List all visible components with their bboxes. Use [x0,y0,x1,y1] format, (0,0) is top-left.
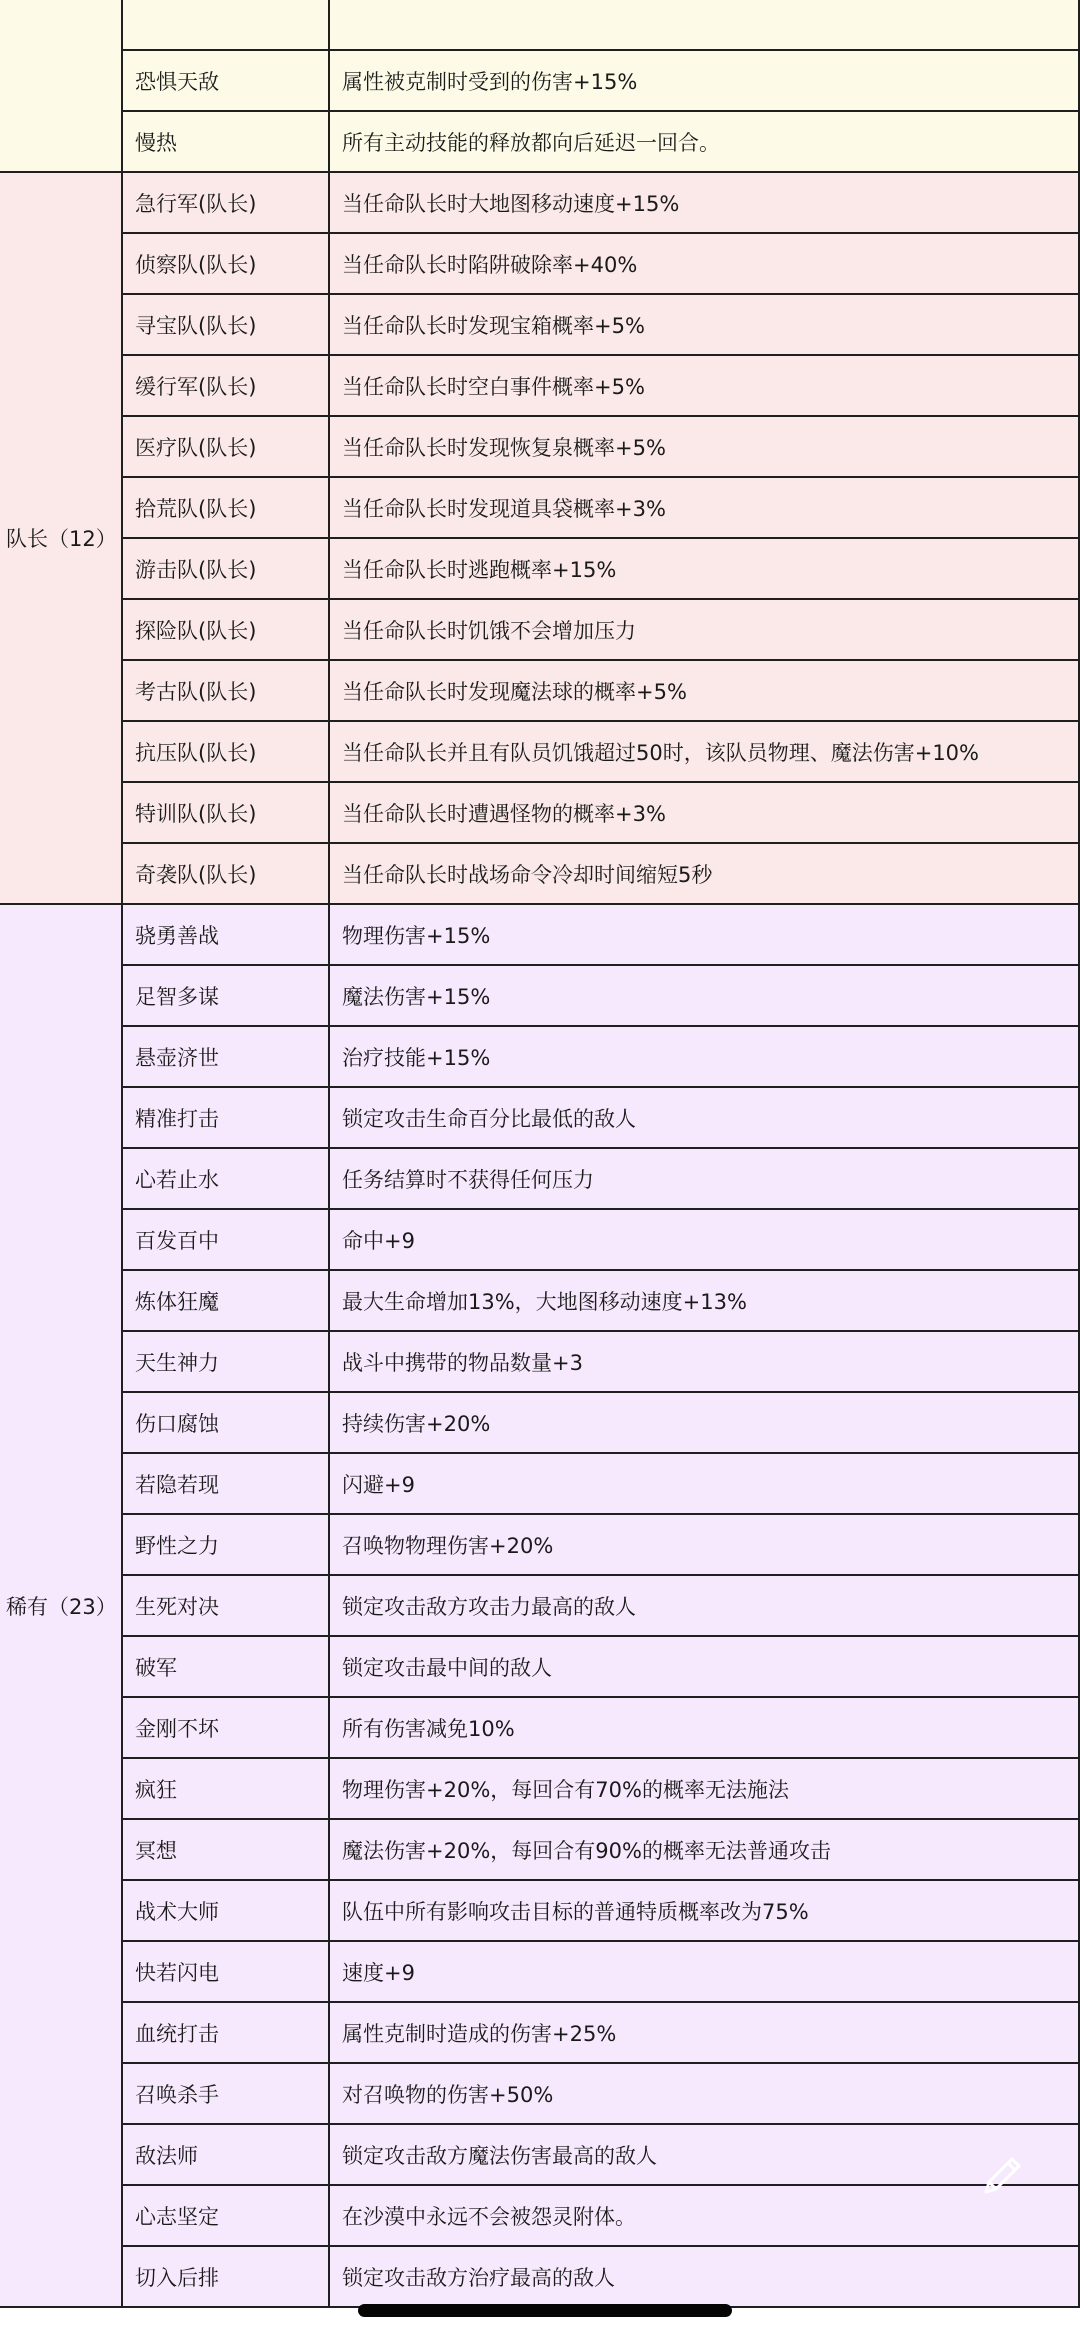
table-row [0,233,1079,294]
trait-description: 当任命队长时战场命令冷却时间缩短5秒 [329,843,1079,904]
trait-name: 血统打击 [122,2002,329,2063]
trait-name: 破军 [122,1636,329,1697]
trait-description: 锁定攻击敌方治疗最高的敌人 [329,2246,1079,2307]
trait-description: 最大生命增加13%，大地图移动速度+13% [329,1270,1079,1331]
trait-name: 野性之力 [122,1514,329,1575]
table-row [0,1941,1079,2002]
trait-description: 命中+9 [329,1209,1079,1270]
trait-description: 当任命队长时空白事件概率+5% [329,355,1079,416]
table-row [0,2185,1079,2246]
trait-description: 在沙漠中永远不会被怨灵附体。 [329,2185,1079,2246]
trait-description: 锁定攻击敌方魔法伤害最高的敌人 [329,2124,1079,2185]
table-row [0,1575,1079,1636]
trait-description: 治疗技能+15% [329,1026,1079,1087]
category-cell: 稀有（23） [0,904,122,2307]
table-row [0,172,1079,233]
table-row [0,294,1079,355]
trait-name: 炼体狂魔 [122,1270,329,1331]
trait-description: 持续伤害+20% [329,1392,1079,1453]
table-row [0,1636,1079,1697]
trait-description: 当任命队长时大地图移动速度+15% [329,172,1079,233]
trait-description [329,0,1079,50]
table-row [0,416,1079,477]
trait-name: 冥想 [122,1819,329,1880]
table-row [0,50,1079,111]
trait-description: 锁定攻击生命百分比最低的敌人 [329,1087,1079,1148]
trait-name: 战术大师 [122,1880,329,1941]
trait-name: 探险队(队长) [122,599,329,660]
trait-name: 拾荒队(队长) [122,477,329,538]
home-indicator[interactable] [358,2304,732,2317]
trait-name: 悬壶济世 [122,1026,329,1087]
table-row [0,1148,1079,1209]
table-row [0,1697,1079,1758]
table-row [0,355,1079,416]
trait-name: 医疗队(队长) [122,416,329,477]
trait-description: 当任命队长并且有队员饥饿超过50时，该队员物理、魔法伤害+10% [329,721,1079,782]
trait-description: 召唤物物理伤害+20% [329,1514,1079,1575]
table-row [0,1758,1079,1819]
table-row [0,538,1079,599]
trait-description: 当任命队长时逃跑概率+15% [329,538,1079,599]
trait-description: 战斗中携带的物品数量+3 [329,1331,1079,1392]
trait-name: 天生神力 [122,1331,329,1392]
table-row [0,0,1079,50]
table-row [0,2002,1079,2063]
trait-description: 当任命队长时发现恢复泉概率+5% [329,416,1079,477]
trait-name: 骁勇善战 [122,904,329,965]
trait-description: 当任命队长时陷阱破除率+40% [329,233,1079,294]
trait-description: 属性克制时造成的伤害+25% [329,2002,1079,2063]
table-row [0,2124,1079,2185]
trait-name: 百发百中 [122,1209,329,1270]
trait-description: 当任命队长时发现道具袋概率+3% [329,477,1079,538]
trait-name: 游击队(队长) [122,538,329,599]
trait-name: 侦察队(队长) [122,233,329,294]
trait-description: 速度+9 [329,1941,1079,2002]
trait-name: 寻宝队(队长) [122,294,329,355]
trait-name: 特训队(队长) [122,782,329,843]
trait-name: 缓行军(队长) [122,355,329,416]
table-row [0,2063,1079,2124]
table-row [0,2246,1079,2307]
trait-name [122,0,329,50]
table-row [0,1392,1079,1453]
table-row [0,1819,1079,1880]
table-row [0,965,1079,1026]
category-cell: 队长（12） [0,172,122,904]
trait-name: 切入后排 [122,2246,329,2307]
trait-description: 所有主动技能的释放都向后延迟一回合。 [329,111,1079,172]
trait-name: 快若闪电 [122,1941,329,2002]
table-row [0,904,1079,965]
trait-description: 任务结算时不获得任何压力 [329,1148,1079,1209]
trait-description: 闪避+9 [329,1453,1079,1514]
trait-name: 若隐若现 [122,1453,329,1514]
trait-name: 考古队(队长) [122,660,329,721]
trait-description: 当任命队长时饥饿不会增加压力 [329,599,1079,660]
table-row [0,1026,1079,1087]
trait-name: 心志坚定 [122,2185,329,2246]
pencil-edit-icon[interactable] [978,2150,1028,2200]
trait-description: 锁定攻击最中间的敌人 [329,1636,1079,1697]
table-row [0,1087,1079,1148]
trait-description: 当任命队长时遭遇怪物的概率+3% [329,782,1079,843]
trait-name: 伤口腐蚀 [122,1392,329,1453]
trait-name: 奇袭队(队长) [122,843,329,904]
category-cell [0,0,122,172]
trait-name: 抗压队(队长) [122,721,329,782]
table-row [0,1209,1079,1270]
trait-name: 急行军(队长) [122,172,329,233]
trait-name: 慢热 [122,111,329,172]
trait-name: 金刚不坏 [122,1697,329,1758]
trait-description: 锁定攻击敌方攻击力最高的敌人 [329,1575,1079,1636]
trait-name: 疯狂 [122,1758,329,1819]
trait-description: 当任命队长时发现魔法球的概率+5% [329,660,1079,721]
trait-description: 队伍中所有影响攻击目标的普通特质概率改为75% [329,1880,1079,1941]
table-row [0,782,1079,843]
trait-name: 恐惧天敌 [122,50,329,111]
trait-name: 召唤杀手 [122,2063,329,2124]
trait-description: 属性被克制时受到的伤害+15% [329,50,1079,111]
trait-description: 魔法伤害+20%，每回合有90%的概率无法普通攻击 [329,1819,1079,1880]
trait-description: 所有伤害减免10% [329,1697,1079,1758]
trait-name: 敌法师 [122,2124,329,2185]
table-row [0,111,1079,172]
table-row [0,1331,1079,1392]
table-row [0,1880,1079,1941]
trait-description: 对召唤物的伤害+50% [329,2063,1079,2124]
table-row [0,843,1079,904]
trait-name: 足智多谋 [122,965,329,1026]
trait-name: 精准打击 [122,1087,329,1148]
table-row [0,1453,1079,1514]
trait-description: 物理伤害+20%，每回合有70%的概率无法施法 [329,1758,1079,1819]
table-row [0,660,1079,721]
table-row [0,1270,1079,1331]
trait-description: 当任命队长时发现宝箱概率+5% [329,294,1079,355]
trait-name: 生死对决 [122,1575,329,1636]
table-row [0,477,1079,538]
table-row [0,599,1079,660]
trait-description: 魔法伤害+15% [329,965,1079,1026]
table-row [0,721,1079,782]
trait-description: 物理伤害+15% [329,904,1079,965]
table-row [0,1514,1079,1575]
trait-name: 心若止水 [122,1148,329,1209]
